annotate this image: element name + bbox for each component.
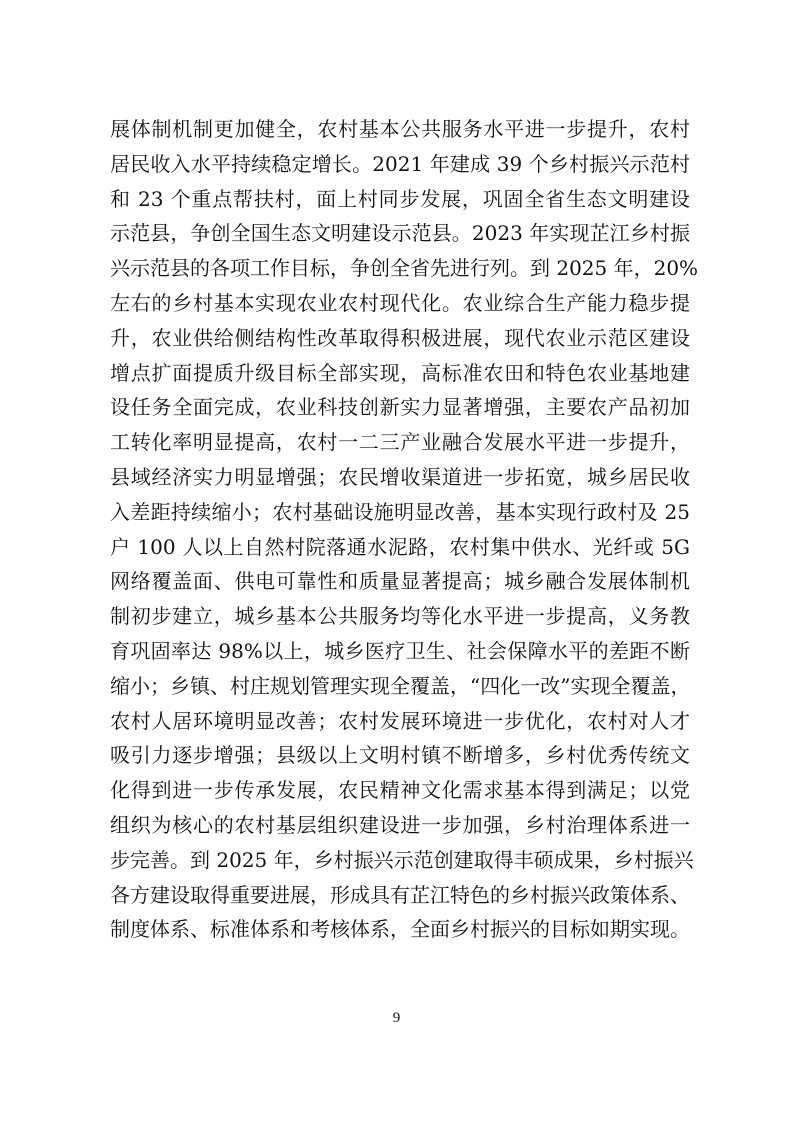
body-paragraph <box>110 112 699 947</box>
text-line: 增点扩面提质升级目标全部实现，高标准农田和特色农业基地建 <box>110 360 690 385</box>
text-line: 县域经济实力明显增强；农民增收渠道进一步拓宽，城乡居民收 <box>110 464 690 489</box>
text-line: 育巩固率达 98%以上，城乡医疗卫生、社会保障水平的差距不断 <box>110 638 690 663</box>
text-line: 工转化率明显提高，农村一二三产业融合发展水平进一步提升， <box>110 430 690 455</box>
text-line: 升，农业供给侧结构性改革取得积极进展，现代农业示范区建设 <box>110 325 690 350</box>
text-line: 农村人居环境明显改善；农村发展环境进一步优化，农村对人才 <box>110 708 690 733</box>
text-line: 步完善。到 2025 年，乡村振兴示范创建取得丰硕成果，乡村振兴 <box>110 847 694 872</box>
text-line: 缩小；乡镇、村庄规划管理实现全覆盖，“四化一改”实现全覆盖， <box>110 673 691 698</box>
text-line: 制度体系、标准体系和考核体系，全面乡村振兴的目标如期实现。 <box>110 917 690 942</box>
text-line: 入差距持续缩小；农村基础设施明显改善，基本实现行政村及 25 <box>110 499 690 524</box>
text-line: 设任务全面完成，农业科技创新实力显著增强，主要农产品初加 <box>110 395 690 420</box>
text-line: 吸引力逐步增强；县级以上文明村镇不断增多，乡村优秀传统文 <box>110 743 690 768</box>
text-line: 和 23 个重点帮扶村，面上村同步发展，巩固全省生态文明建设 <box>110 186 690 211</box>
text-line: 制初步建立，城乡基本公共服务均等化水平进一步提高，义务教 <box>110 604 690 629</box>
text-line: 展体制机制更加健全，农村基本公共服务水平进一步提升，农村 <box>110 117 690 141</box>
text-line: 兴示范县的各项工作目标，争创全省先进行列。到 2025 年，20% <box>110 256 699 281</box>
page-number: 9 <box>392 1010 401 1026</box>
text-line: 左右的乡村基本实现农业农村现代化。农业综合生产能力稳步提 <box>110 290 690 315</box>
text-line: 户 100 人以上自然村院落通水泥路，农村集中供水、光纤或 5G <box>110 534 690 559</box>
text-line: 化得到进一步传承发展，农民精神文化需求基本得到满足；以党 <box>110 778 690 803</box>
text-line: 网络覆盖面、供电可靠性和质量显著提高；城乡融合发展体制机 <box>110 569 690 594</box>
text-line: 居民收入水平持续稳定增长。2021 年建成 39 个乡村振兴示范村 <box>110 151 690 176</box>
text-line: 各方建设取得重要进展，形成具有芷江特色的乡村振兴政策体系、 <box>110 882 690 907</box>
text-line: 组织为核心的农村基层组织建设进一步加强，乡村治理体系进一 <box>110 812 690 837</box>
text-line: 示范县，争创全国生态文明建设示范县。2023 年实现芷江乡村振 <box>110 221 690 246</box>
